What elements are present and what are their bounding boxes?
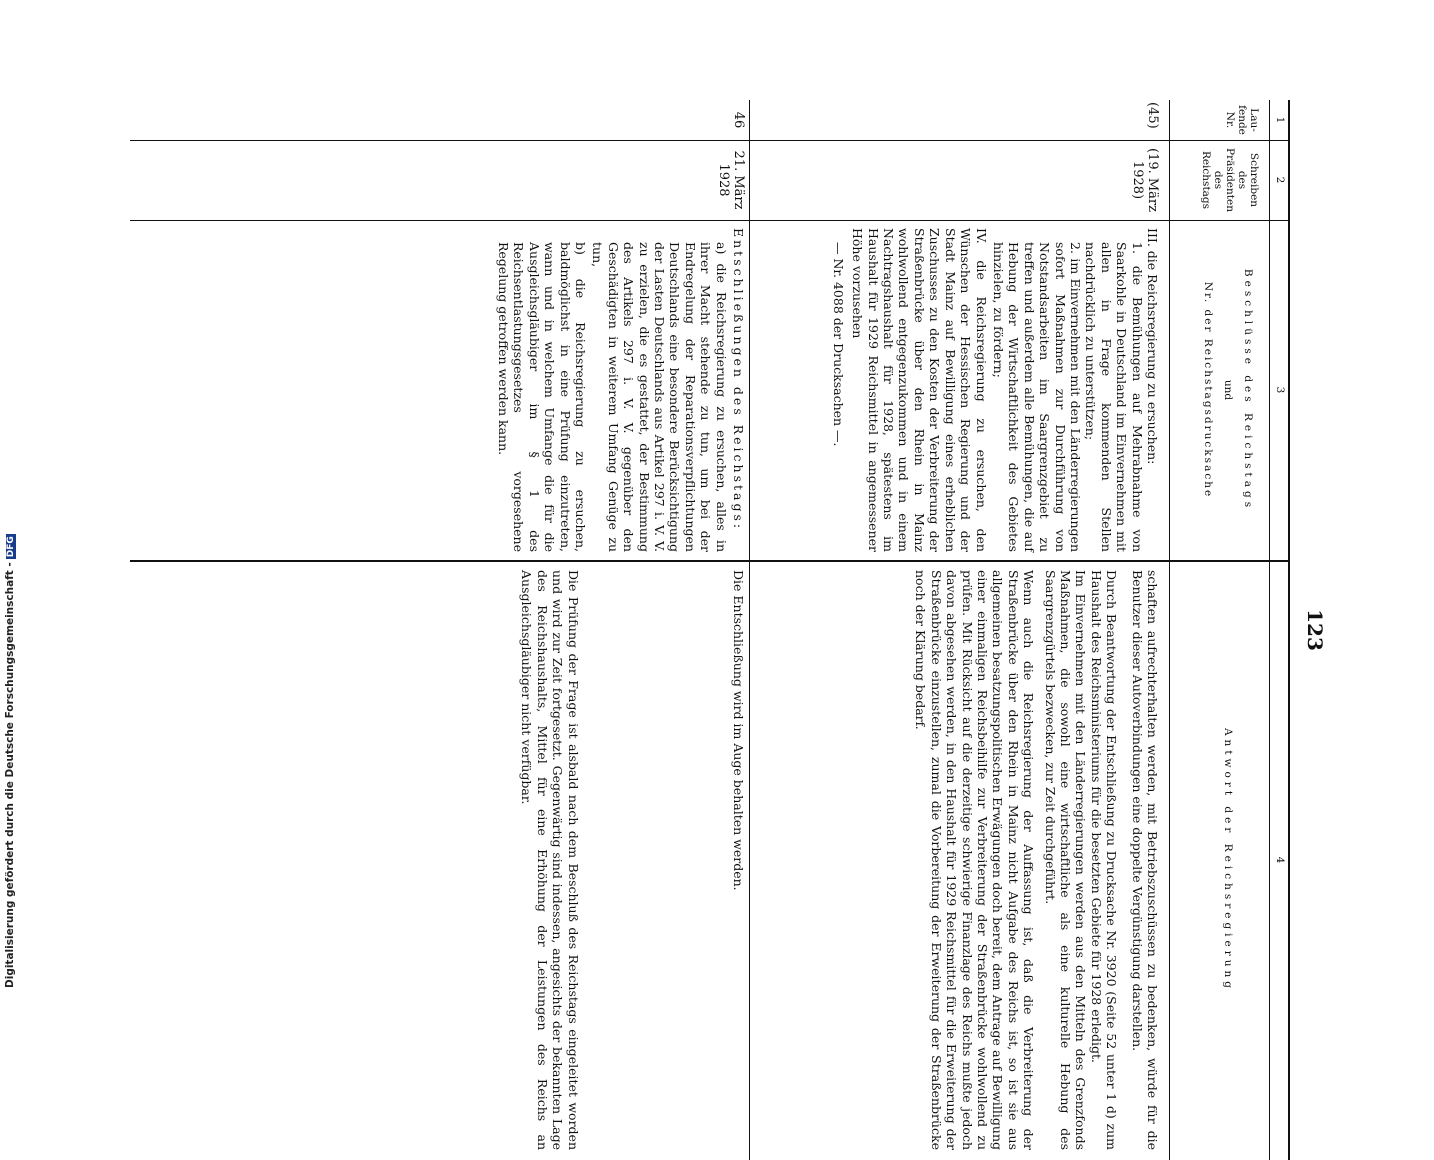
row-46-antwort (519, 570, 746, 1150)
row-46-number: 46 (731, 111, 746, 129)
row-45-number: (45) (1145, 102, 1160, 129)
table-top-rule (1288, 100, 1290, 1160)
entschliessungen-heading: Entschließungen des Reichstags: (731, 228, 746, 532)
page-number: 123 (1303, 609, 1327, 651)
row-45-beschluss (830, 228, 1160, 552)
drucksache-reference: — Nr. 4088 der Drucksachen —. (830, 242, 846, 447)
col1-number: 1 (1274, 116, 1286, 124)
antwort-paragraph: Die Entschließung wird im Auge behalten werden. (731, 570, 746, 891)
col4-header: Antwort der Reichsregierung (1222, 727, 1234, 993)
col3-header (1202, 225, 1254, 555)
row-46-beschluss (496, 228, 747, 552)
col1-header: Lau-fende Nr. (1224, 105, 1260, 135)
col2-header: Schreiben des Präsidenten des Reichstags (1200, 148, 1260, 212)
beschluss-paragraph: III. die Reichsregierung zu ersuchen: (1145, 228, 1160, 465)
antwort-paragraph: schaften aufrechterhalten werden, mit Betriebszuschüssen zu bedenken, würde für die Benutzer dieser Autoverbindungen eine doppelte Vergünstigung darstellen. (1129, 570, 1160, 1150)
row-46-date: 21. März 1928 (715, 150, 746, 210)
antwort-paragraph: Im Einvernehmen mit den Länderregierungen werden aus den Mitteln des Grenzfonds Maßnahmen, die sowohl eine wirtschaftliche als eine kulturelle Hebung des Saargrenzgürtels bezwecken, zur Zeit durchgeführt. (1042, 570, 1089, 1150)
antwort-paragraph: Die Prüfung der Frage ist alsbald nach dem Beschluß des Reichstags eingeleitet worden und wird zur Zeit fortgesetzt. Gegenwärtig sind indessen, angesichts der bekannten Lage des Reichshaushalts, Mittel für eine Erhöhung der Leistungen des Reichs an Ausgleichsgläubiger nicht verfügbar. (519, 570, 581, 1150)
col2-number: 2 (1274, 176, 1286, 184)
beschluss-paragraph: b) die Reichsregierung zu ersuchen, baldmöglichst in eine Prüfung einzutreten, wann und in welchem Umfange die für die Ausgleichsgläubiger im § 1 des Reichsentlastungsgesetzes vorgesehene Regelung getroffen werden kann. (495, 242, 588, 552)
antwort-paragraph: Durch Beantwortung der Entschließung zu Drucksache Nr. 3920 (Seite 52 unter 1 d) zum Haushalt des Reichsministeriums für die besetzten Gebiete für 1928 erledigt. (1088, 570, 1120, 1150)
number-row-rule (1269, 100, 1270, 1160)
antwort-paragraph: Wenn auch die Reichsregierung der Auffassung ist, daß die Verbreiterung der Straßenbrücke über den Rhein in Mainz nicht Aufgabe des Reichs ist, so ist sie aus allgemeinen besatzungspolitischen Erwägungen doch bereit, dem Antrage auf Bewilligung einer einmaligen Reichsbeihilfe zur Verbreiterung der Straßenbrücke wohlwollend zu prüfen. Mit Rücksicht auf die derzeitige schwierige Finanzlage des Reichs mußte jedoch davon abgesehen werden, in den Haushalt für 1929 Reichsmittel für die Erweiterung der Straßenbrücke einzustellen, zumal die Vorbereitung der Erweiterung der Straßenbrücke noch der Klärung bedarf. (913, 570, 1037, 1150)
col3-header-line2: und (1222, 379, 1234, 401)
row-separator (749, 100, 750, 1160)
col3-header-line3: Nr. der Reichstagsdrucksache (1202, 281, 1214, 499)
col3-number: 3 (1274, 386, 1286, 394)
beschluss-paragraph: 2. im Einvernehmen mit den Länderregierungen sofort Maßnahmen zur Durchführung von Notstandsarbeiten im Saargrenzgebiet zu treffen und außerdem alle Bemühungen, die auf Hebung der Wirtschaftlichkeit des Gebietes hinzielen, zu fördern; (990, 242, 1083, 552)
beschluss-paragraph: 1. die Bemühungen auf Mehrabnahme von Saarkohle in Deutschland im Einvernehmen mit allen in Frage kommenden Stellen nachdrücklich zu unterstützen; (1083, 242, 1145, 552)
row-45-date: (19. März 1928) (1129, 147, 1160, 212)
rotated-document-page (130, 100, 1327, 1160)
column-divider-2 (130, 220, 1290, 221)
col3-header-line1: Beschlüsse des Reichstags (1242, 268, 1254, 512)
footer-credit (4, 534, 16, 988)
row-45-antwort (913, 570, 1160, 1150)
beschluss-paragraph: IV. die Reichsregierung zu ersuchen, den Wünschen der Hessischen Regierung und der Stadt Mainz auf Bewilligung eines erheblichen Zuschusses zu den Kosten der Verbreiterung der Straßenbrücke über den Rhein in Mainz wohlwollend entgegenzukommen und in einem Nachtragshaushalt für 1928, spätestens im Haushalt für 1929 Reichsmittel in angemessener Höhe vorzusehen (850, 228, 989, 552)
digitization-footer (4, 536, 18, 988)
header-bottom-rule (1169, 100, 1170, 1160)
column-divider-1 (130, 140, 1290, 141)
beschluss-paragraph: a) die Reichsregierung zu ersuchen, alles in ihrer Macht stehende zu tun, um bei der Endregelung der Reparationsverpflichtungen Deutschlands eine besondere Berücksichtigung der Lasten Deutschlands aus Artikel 297 i. V. V. zu erzielen, die es gestattet, der Bestimmung des Artikels 297 i. V. V. gegenüber den Geschädigten in weiterem Umfang Genüge zu tun, (590, 242, 729, 552)
footer-text: Digitalisierung gefördert durch die Deutsche Forschungsgemeinschaft - (4, 562, 16, 988)
dfg-logo: DFG (6, 536, 16, 558)
col4-number: 4 (1274, 856, 1286, 864)
resolution-table (130, 100, 1290, 1160)
column-divider-3 (130, 560, 1290, 562)
